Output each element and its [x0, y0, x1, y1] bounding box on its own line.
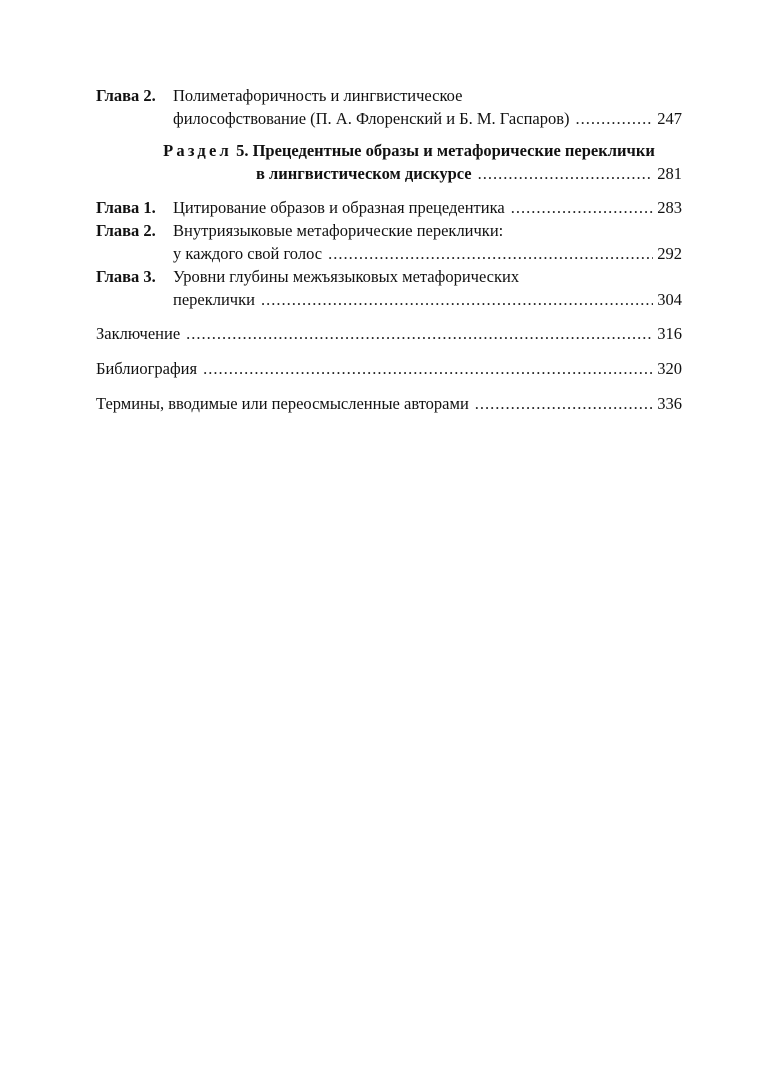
table-of-contents: [96, 84, 682, 427]
dot-leader: [478, 162, 654, 185]
page-number: 304: [657, 290, 682, 309]
page-number: 292: [657, 244, 682, 263]
chapter-label: Глава 2.: [96, 86, 156, 105]
dot-leader: [576, 107, 654, 130]
page-number: 283: [657, 198, 682, 217]
section-word: Раздел: [163, 141, 232, 160]
section-title-line1: [96, 139, 682, 162]
dot-leader: [203, 357, 653, 380]
section-number: 5.: [236, 141, 249, 160]
section-title-line2: в лингвистическом дискурсе: [256, 164, 472, 183]
toc-entry-conclusion[interactable]: [96, 322, 682, 345]
chapter-label: Глава 2.: [96, 221, 156, 240]
dot-leader: [475, 392, 653, 415]
page-number: 320: [657, 359, 682, 378]
entry-title: Библиография: [96, 359, 198, 378]
toc-entry-section-5[interactable]: [96, 139, 682, 185]
toc-entry-chapter-2-part4[interactable]: [96, 84, 682, 130]
toc-entry-chapter-3[interactable]: [96, 265, 682, 311]
dot-leader: [328, 242, 653, 265]
section-title-text: Прецедентные образы и метафорические переклички: [252, 141, 655, 160]
toc-entry-bibliography[interactable]: [96, 357, 682, 380]
toc-entry-glossary[interactable]: [96, 392, 682, 415]
dot-leader: [261, 288, 653, 311]
chapter-title-line1: Внутриязыковые метафорические переклички:: [173, 221, 504, 240]
chapter-title-line1: Полиметафоричность и лингвистическое: [173, 86, 463, 105]
toc-entry-chapter-1[interactable]: [96, 196, 682, 219]
toc-entry-chapter-2[interactable]: [96, 219, 682, 265]
chapter-title-line1: Уровни глубины межъязыковых метафорических: [173, 267, 520, 286]
chapter-title-line1: Цитирование образов и образная прецедентика: [173, 198, 505, 217]
page-number: 316: [657, 324, 682, 343]
chapter-title-line2: у каждого свой голос: [173, 244, 323, 263]
page-number: 336: [657, 394, 682, 413]
dot-leader: [511, 196, 654, 219]
page-number: 281: [657, 164, 682, 183]
chapter-title-line2: философствование (П. А. Флоренский и Б. М. Гаспаров): [173, 109, 570, 128]
section-5-chapters: [96, 196, 682, 311]
page-number: 247: [657, 109, 682, 128]
dot-leader: [186, 322, 653, 345]
chapter-label: Глава 1.: [96, 198, 156, 217]
chapter-title-line2: переклички: [173, 290, 255, 309]
entry-title: Термины, вводимые или переосмысленные авторами: [96, 394, 469, 413]
back-matter: [96, 322, 682, 415]
entry-title: Заключение: [96, 324, 181, 343]
chapter-label: Глава 3.: [96, 267, 156, 286]
